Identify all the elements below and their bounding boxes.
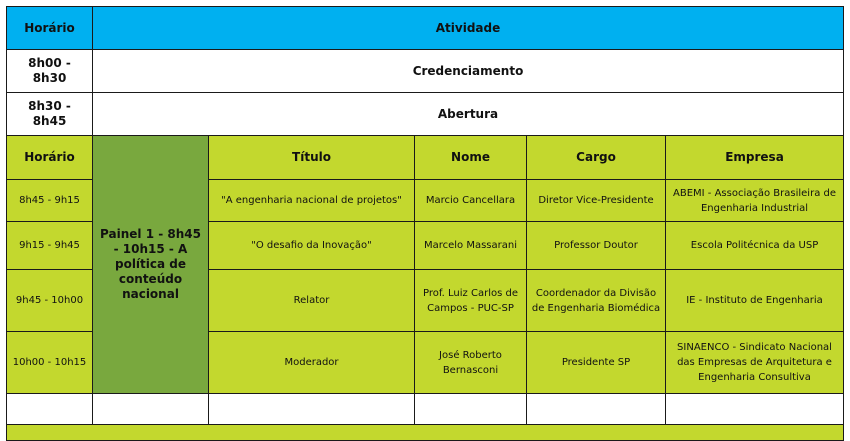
- item-title: Moderador: [209, 332, 415, 394]
- panel-name-header: Nome: [415, 136, 527, 180]
- item-role: Diretor Vice-Presidente: [527, 180, 666, 222]
- panel-time-header: Horário: [7, 136, 93, 180]
- empty-cell: [209, 394, 415, 425]
- item-name: Marcelo Massarani: [415, 222, 527, 270]
- item-role: Coordenador da Divisão de Engenharia Biomédica: [527, 270, 666, 332]
- item-title: Relator: [209, 270, 415, 332]
- item-role: Presidente SP: [527, 332, 666, 394]
- empty-cell: [666, 394, 844, 425]
- table-row: [7, 50, 844, 93]
- header-row: [7, 7, 844, 50]
- item-role: Professor Doutor: [527, 222, 666, 270]
- item-company: Escola Politécnica da USP: [666, 222, 844, 270]
- item-name: Prof. Luiz Carlos de Campos - PUC-SP: [415, 270, 527, 332]
- table-row: [7, 93, 844, 136]
- panel-header-row: [7, 136, 844, 180]
- item-time: 9h45 - 10h00: [7, 270, 93, 332]
- empty-cell: [7, 394, 93, 425]
- panel-title-header: Título: [209, 136, 415, 180]
- item-time: 8h45 - 9h15: [7, 180, 93, 222]
- item-company: ABEMI - Associação Brasileira de Engenharia Industrial: [666, 180, 844, 222]
- panel-role-header: Cargo: [527, 136, 666, 180]
- activity-column-header: Atividade: [93, 7, 844, 50]
- item-name: Marcio Cancellara: [415, 180, 527, 222]
- item-title: "O desafio da Inovação": [209, 222, 415, 270]
- empty-row: [7, 394, 844, 425]
- item-company: IE - Instituto de Engenharia: [666, 270, 844, 332]
- item-time: 10h00 - 10h15: [7, 332, 93, 394]
- row-time: 8h30 - 8h45: [7, 93, 93, 136]
- item-company: SINAENCO - Sindicato Nacional das Empresas de Arquitetura e Engenharia Consultiva: [666, 332, 844, 394]
- schedule-table: [6, 6, 844, 441]
- row-time: 8h00 - 8h30: [7, 50, 93, 93]
- empty-cell: [527, 394, 666, 425]
- item-name: José Roberto Bernasconi: [415, 332, 527, 394]
- footer-row: [7, 425, 844, 441]
- empty-cell: [415, 394, 527, 425]
- empty-cell: [93, 394, 209, 425]
- panel-company-header: Empresa: [666, 136, 844, 180]
- time-column-header: Horário: [7, 7, 93, 50]
- panel-label: Painel 1 - 8h45 - 10h15 - A política de conteúdo nacional: [93, 136, 209, 394]
- item-time: 9h15 - 9h45: [7, 222, 93, 270]
- row-activity: Abertura: [93, 93, 844, 136]
- item-title: "A engenharia nacional de projetos": [209, 180, 415, 222]
- row-activity: Credenciamento: [93, 50, 844, 93]
- footer-band: [7, 425, 844, 441]
